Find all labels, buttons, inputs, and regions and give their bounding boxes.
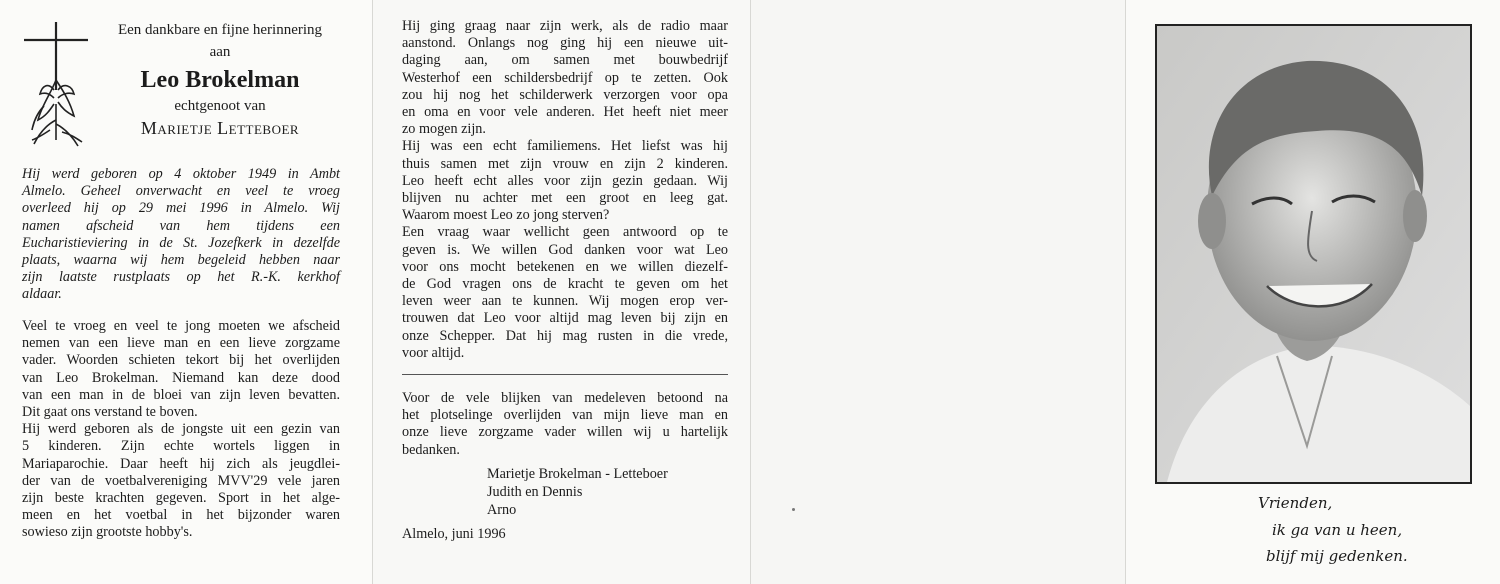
text-line: Mariaparochie. Daar heeft hij zich als jeugdlei- (22, 455, 340, 472)
text-line: Hij was een echt familiemens. Het liefst was hij (402, 138, 728, 155)
text-line: zijn beste krachten gegeven. Sport in het alge- (22, 490, 340, 507)
text-line: Almelo. Geheel onverwacht en veel te vroeg (22, 183, 340, 200)
signatory: Marietje Brokelman - Letteboer (487, 466, 668, 482)
text-line: voor ons mocht betekenen en we willen diezelf- (402, 258, 728, 275)
text-line: thuis samen met zijn vrouw en zijn 2 kinderen. (402, 155, 728, 172)
text-line: van een man in de bloei van zijn leven bevatten. (22, 386, 340, 403)
text-line: aldaar. (22, 286, 62, 303)
text-line: zijn laatste rustplaats op het R.-K. kerkhof (22, 269, 340, 286)
dedication-aan: aan (209, 44, 231, 60)
signatory: Judith en Dennis (487, 484, 583, 500)
text-line: bedanken. (402, 441, 460, 458)
fold-line (750, 0, 751, 584)
text-line: aanstond. Onlangs nog ging hij een nieuwe uit- (402, 35, 728, 52)
text-line: Veel te vroeg en veel te jong moeten we afscheid (22, 318, 340, 334)
place-date: Almelo, juni 1996 (402, 526, 506, 542)
text-line: vader. Woorden schieten tekort bij het overlijden (22, 352, 340, 369)
portrait-image (1157, 26, 1470, 482)
text-line: zo mogen zijn. (402, 121, 486, 138)
text-line: der van de voetbalvereniging MVV'29 vele jaren (22, 472, 340, 489)
text-line: Eucharistieviering in de St. Jozefkerk in dezelfde (22, 234, 340, 251)
divider (402, 374, 728, 375)
spouse-intro: echtgenoot van (174, 98, 266, 114)
text-line: Hij werd geboren als de jongste uit een gezin van (22, 421, 340, 438)
fold-line (1125, 0, 1126, 584)
text-line: Waarom moest Leo zo jong sterven? (402, 207, 610, 224)
text-line: nemen van een lieve man en een lieve zorgzame (22, 335, 340, 352)
text-line: en oma en voor vele anderen. Het heeft niet meer (402, 104, 728, 121)
portrait-photo (1155, 24, 1472, 484)
bio-italic (22, 166, 340, 304)
fold-line (372, 0, 373, 584)
text-line: het plotselinge overlijden van mijn lieve man en (402, 407, 728, 424)
signatory: Arno (487, 502, 517, 518)
text-line: Dit gaat ons verstand te boven. (22, 404, 198, 421)
text-line: Hij werd geboren op 4 oktober 1949 in Ambt (22, 166, 340, 182)
text-line: sowieso zijn grootste hobby's. (22, 524, 193, 541)
text-line: blijven nu achter met een groot en leeg gat. (402, 190, 728, 207)
text-line: onze lieve zorgzame vader willen wij u hartelijk (402, 424, 728, 441)
bio-text (22, 318, 340, 542)
text-line: Een vraag waar wellicht geen antwoord op te (402, 224, 728, 241)
text-line: Westerhof een schildersbedrijf op te zetten. Ook (402, 69, 728, 86)
text-line: onze Schepper. Dat hij mag rusten in die vrede, (402, 327, 728, 344)
story-text (402, 18, 728, 362)
text-line: 5 kinderen. Zijn echte wortels liggen in (22, 438, 340, 455)
text-line: geven is. We willen God danken voor wat Leo (402, 241, 728, 258)
text-line: meen en het voetbal in het bijzonder waren (22, 507, 340, 524)
text-line: zou hij nog het schilderwerk verzorgen voor opa (402, 86, 728, 103)
cross-lily-icon (20, 20, 92, 150)
spouse-name: Marietje Letteboer (140, 118, 300, 138)
text-line: leven weer aan te kunnen. Wij mogen erop ver- (402, 293, 728, 310)
paper-speck (792, 508, 795, 511)
verse-line: blijf mij gedenken. (1266, 547, 1408, 565)
text-line: Voor de vele blijken van medeleven betoond na (402, 390, 728, 406)
card-panel-blank (750, 0, 1125, 584)
text-line: trouwen dat Leo voor altijd mag leven bij zijn en (402, 310, 728, 327)
thanks-text (402, 390, 728, 459)
text-line: daging aan, om samen met bouwbedrijf (402, 52, 728, 69)
text-line: de God vragen ons de kracht te geven om het (402, 276, 728, 293)
dedication-line: Een dankbare en fijne herinnering (117, 22, 323, 38)
text-line: Hij ging graag naar zijn werk, als de radio maar (402, 18, 728, 34)
text-line: plaats, waarna wij hem begeleid hebben naar (22, 252, 340, 269)
text-line: overleed hij op 29 mei 1996 in Almelo. Wij (22, 200, 340, 217)
text-line: namen afscheid van hem tijdens een (22, 217, 340, 234)
text-line: Leo heeft echt alles voor zijn gezin gedaan. Wij (402, 172, 728, 189)
text-line: voor altijd. (402, 344, 465, 361)
text-line: van Leo Brokelman. Niemand kan deze dood (22, 369, 340, 386)
verse-line: ik ga van u heen, (1272, 521, 1403, 539)
deceased-name: Leo Brokelman (140, 67, 300, 93)
verse-line: Vrienden, (1258, 494, 1333, 512)
